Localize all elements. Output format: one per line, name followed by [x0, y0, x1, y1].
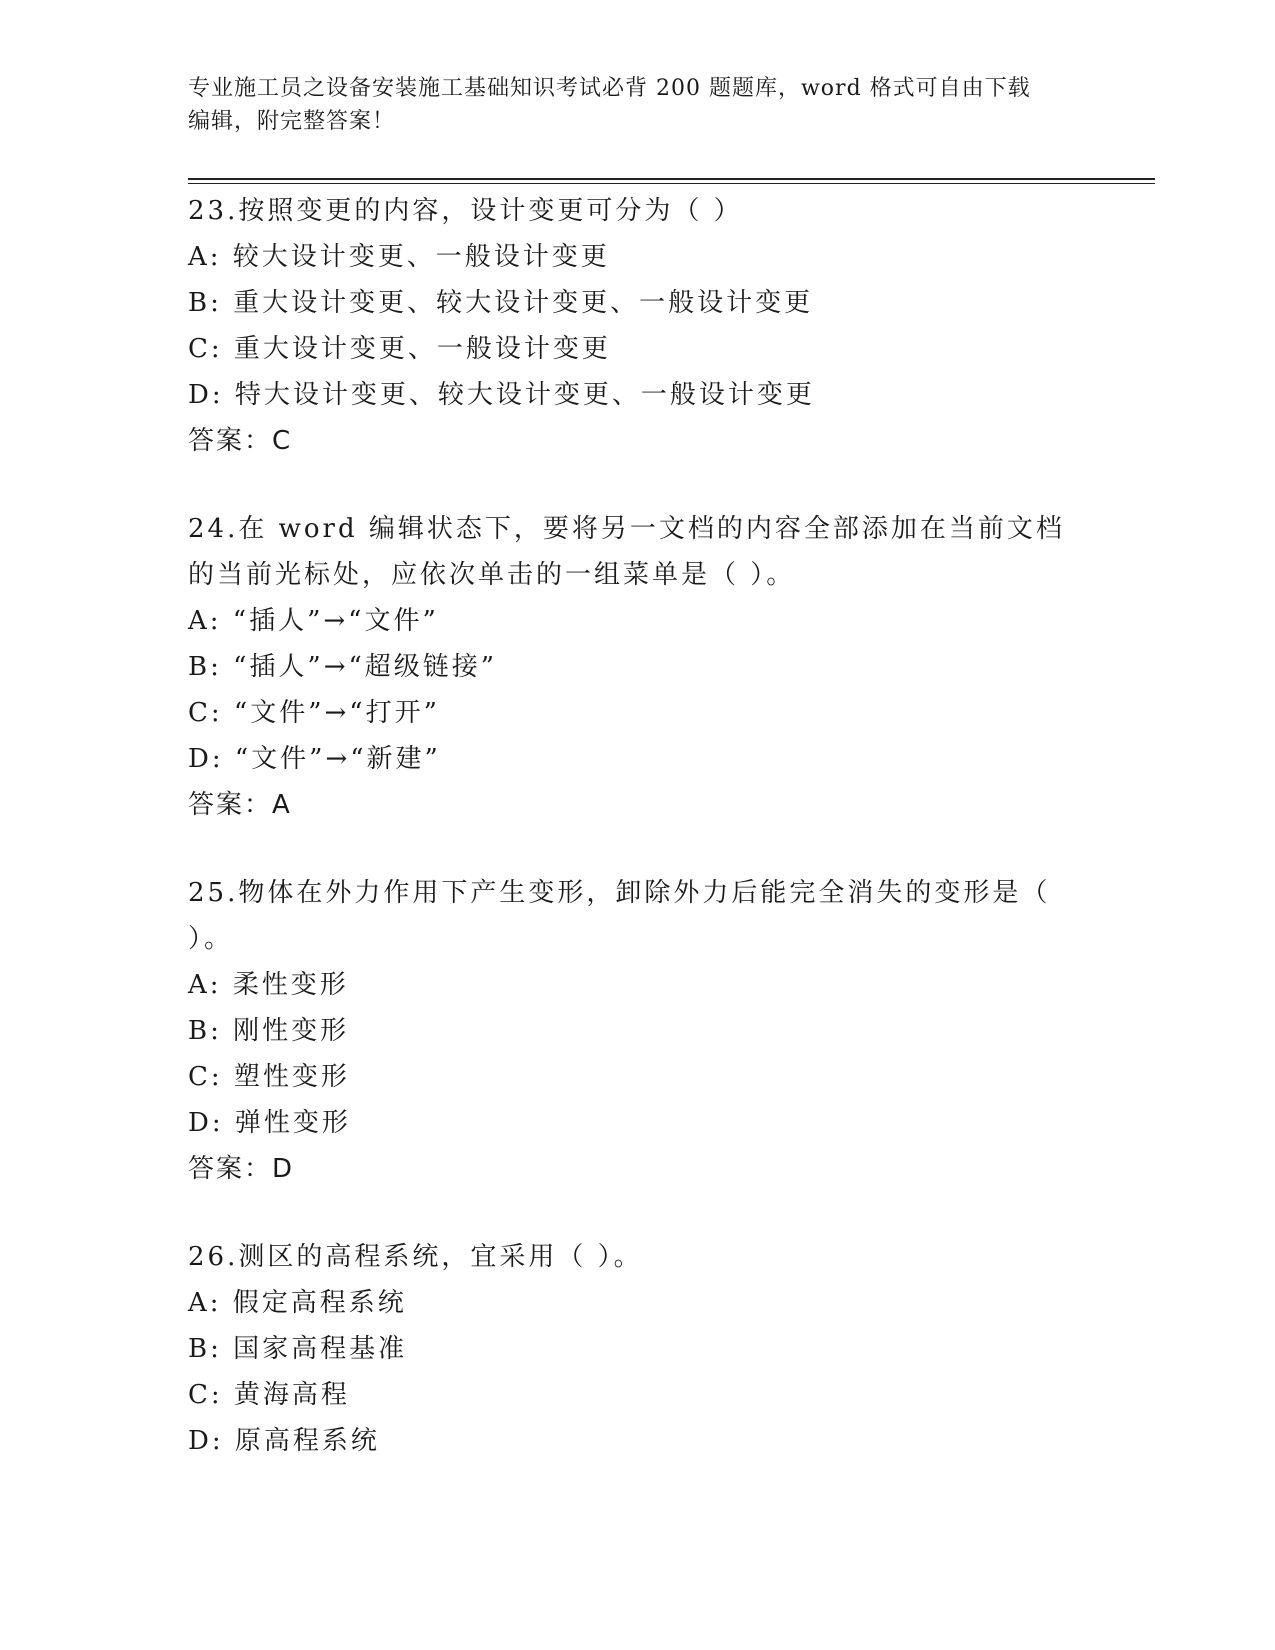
answer-label: 答案：A	[188, 790, 292, 820]
option-d: D: 弹性变形	[188, 1108, 351, 1138]
option-c: C: 黄海高程	[188, 1380, 350, 1410]
option-a: A: 假定高程系统	[188, 1288, 407, 1318]
question-list	[188, 188, 1088, 1506]
option-c: C: “文件”→“打开”	[188, 698, 440, 728]
header-line-1: 专业施工员之设备安装施工基础知识考试必背 200 题题库，word 格式可自由下载	[188, 76, 1031, 101]
option-a: A: 较大设计变更、一般设计变更	[188, 242, 610, 272]
option-b: B: “插人”→“超级链接”	[188, 652, 498, 682]
header-line-2: 编辑，附完整答案！	[188, 109, 396, 134]
question-23	[188, 188, 1088, 464]
question-25	[188, 870, 1088, 1192]
option-d: D: 原高程系统	[188, 1426, 380, 1456]
document-header	[188, 72, 1068, 138]
option-b: B: 刚性变形	[188, 1016, 350, 1046]
header-divider-thick	[188, 178, 1155, 180]
option-b: B: 国家高程基准	[188, 1334, 408, 1364]
question-stem: 25.物体在外力作用下产生变形，卸除外力后能完全消失的变形是（ ）。	[188, 878, 1051, 954]
answer-label: 答案：C	[188, 426, 293, 456]
question-stem: 24.在 word 编辑状态下，要将另一文档的内容全部添加在当前文档的当前光标处，应依次单击的一组菜单是（ ）。	[188, 514, 1065, 590]
option-b: B: 重大设计变更、较大设计变更、一般设计变更	[188, 288, 814, 318]
option-a: A: 柔性变形	[188, 970, 349, 1000]
option-d: D: 特大设计变更、较大设计变更、一般设计变更	[188, 380, 815, 410]
option-c: C: 重大设计变更、一般设计变更	[188, 334, 611, 364]
option-c: C: 塑性变形	[188, 1062, 350, 1092]
question-stem: 23.按照变更的内容，设计变更可分为（ ）	[188, 196, 743, 226]
option-a: A: “插人”→“文件”	[188, 606, 439, 636]
answer-label: 答案：D	[188, 1154, 295, 1184]
question-stem: 26.测区的高程系统，宜采用（ ）。	[188, 1242, 643, 1272]
option-d: D: “文件”→“新建”	[188, 744, 441, 774]
header-divider-thin	[188, 183, 1155, 184]
question-24	[188, 506, 1088, 828]
question-26	[188, 1234, 1088, 1464]
